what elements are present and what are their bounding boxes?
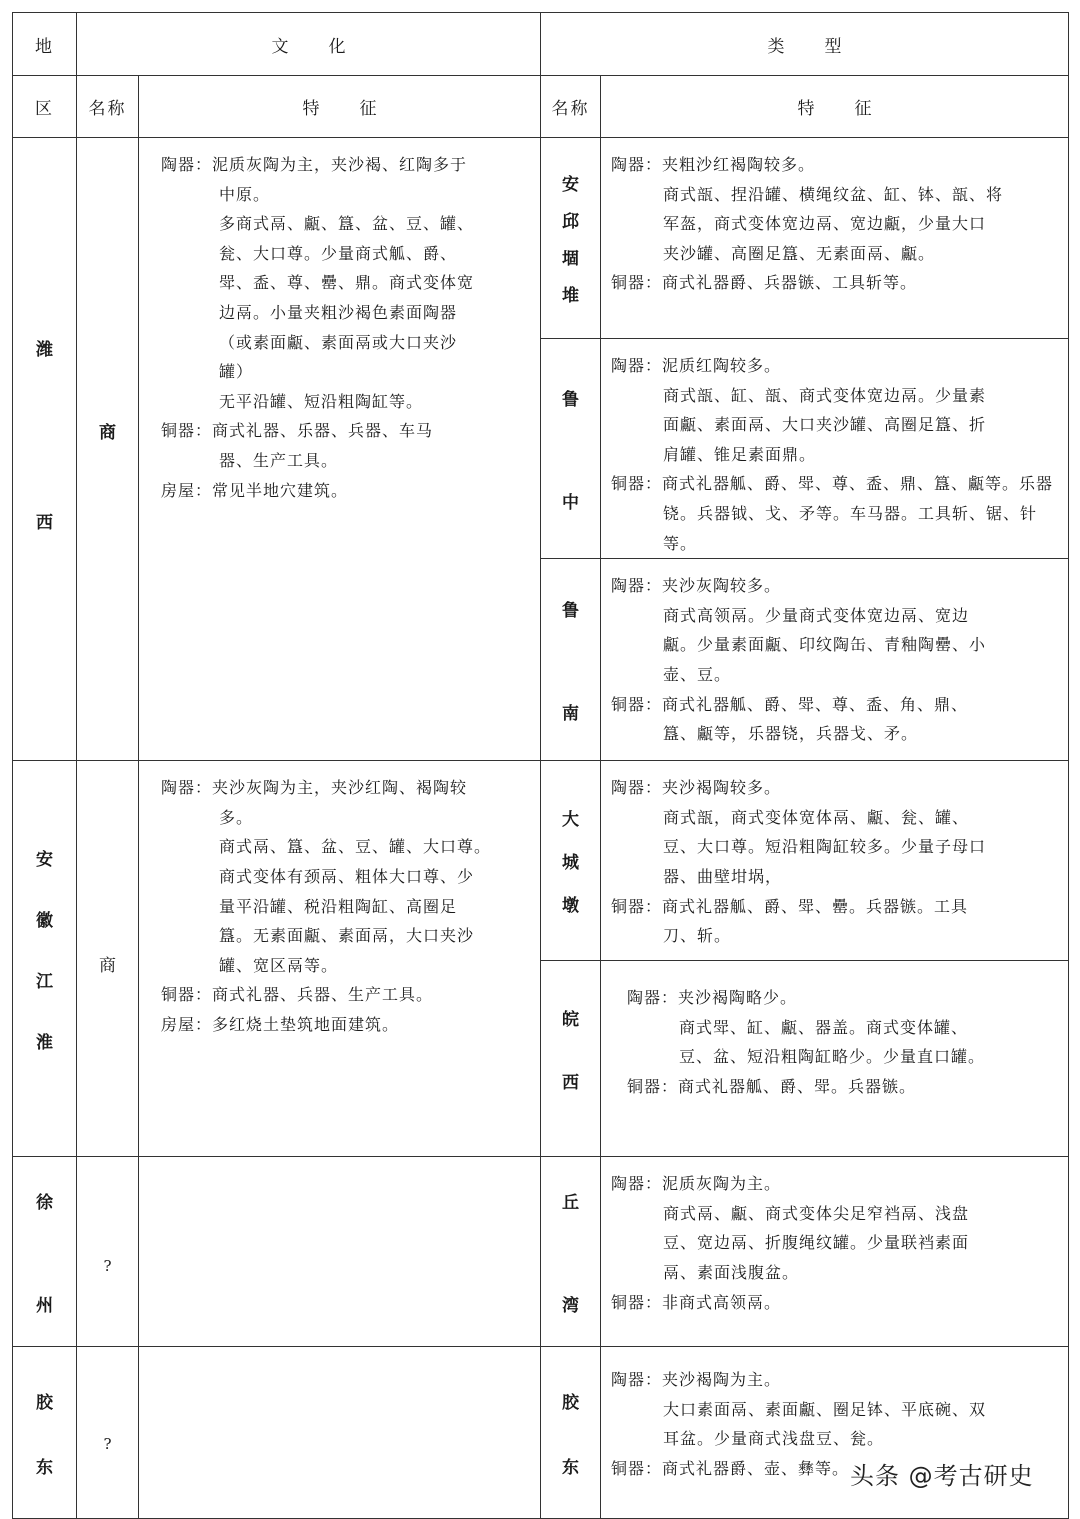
feature-line: 罐） xyxy=(219,362,254,382)
type-features xyxy=(601,138,1068,298)
type-name-cell xyxy=(541,761,601,961)
culture-name: 商 xyxy=(99,956,116,977)
type-name xyxy=(541,339,600,558)
feature-line: 商式变体有颈鬲、粗体大口尊、少 xyxy=(219,866,475,886)
type-name xyxy=(541,961,600,1156)
type-features xyxy=(601,339,1068,558)
header-culture-name: 名称 xyxy=(77,76,139,138)
vertical-char: 堌 xyxy=(562,249,579,269)
feature-category-line: 陶器：夹沙褐陶较多。 xyxy=(611,778,782,798)
feature-line: 刀、斩。 xyxy=(663,926,732,946)
feature-line: 器、生产工具。 xyxy=(219,450,339,470)
feature-line: 商式瓿、捏沿罐、横绳纹盆、缸、钵、瓿、将 xyxy=(663,184,1004,204)
vertical-char: 徽 xyxy=(36,910,53,931)
feature-category-line: 铜器：商式礼器、乐器、兵器、车马 xyxy=(161,421,434,441)
culture-name-cell xyxy=(77,1157,139,1347)
culture-name-cell xyxy=(77,138,139,761)
region-cell xyxy=(13,1157,77,1347)
type-name xyxy=(541,1347,600,1518)
vertical-char: 东 xyxy=(36,1457,53,1478)
vertical-char: 城 xyxy=(562,853,579,874)
feature-category-line: 陶器：夹沙灰陶较多。 xyxy=(611,576,782,596)
culture-features xyxy=(139,138,540,505)
culture-name: 商 xyxy=(99,423,116,443)
vertical-char: 鲁 xyxy=(562,600,579,621)
vertical-char: 堆 xyxy=(562,286,579,306)
vertical-char: 徐 xyxy=(36,1192,53,1213)
feature-category-line: 陶器：夹沙灰陶为主，夹沙红陶、褐陶较 xyxy=(161,778,468,798)
type-name-cell xyxy=(541,1157,601,1347)
feature-category-line: 铜器：商式礼器、兵器、生产工具。 xyxy=(161,985,434,1005)
feature-line: 夹沙罐、高圈足簋、无素面鬲、甗。 xyxy=(663,243,936,263)
feature-line: 商式瓿，商式变体宽体鬲、甗、瓮、罐、 xyxy=(663,807,970,827)
type-features-cell xyxy=(601,1347,1069,1519)
vertical-char: 墩 xyxy=(562,896,579,917)
vertical-char: 皖 xyxy=(562,1009,579,1030)
type-features-cell xyxy=(601,559,1069,761)
vertical-char: 丘 xyxy=(562,1192,579,1213)
vertical-char: 邱 xyxy=(562,212,579,232)
feature-category-line: 陶器：夹粗沙红褐陶较多。 xyxy=(611,155,816,174)
header-region-bottom: 区 xyxy=(13,76,77,138)
type-features-cell xyxy=(601,1157,1069,1347)
vertical-char: 江 xyxy=(36,971,53,992)
header-type: 类型 xyxy=(541,13,1069,76)
feature-line: 罐、宽区鬲等。 xyxy=(219,955,339,975)
vertical-char: 胶 xyxy=(562,1392,579,1413)
type-features xyxy=(601,559,1068,749)
feature-category-line: 铜器：商式礼器爵、壶、彝等。 xyxy=(611,1458,850,1478)
culture-name: ? xyxy=(103,1257,112,1276)
header-type-name: 名称 xyxy=(541,76,601,138)
feature-line: 商式瓿、缸、瓿、商式变体宽边鬲。少量素 xyxy=(663,385,987,405)
vertical-char: 安 xyxy=(562,175,579,195)
feature-line: 大口素面鬲、素面甗、圈足钵、平底碗、双 xyxy=(663,1399,987,1419)
feature-category-line: 陶器：泥质红陶较多。 xyxy=(611,356,782,375)
type-features xyxy=(601,961,1068,1101)
type-name-cell xyxy=(541,1347,601,1519)
feature-line: 商式高领鬲。少量商式变体宽边鬲、宽边 xyxy=(663,605,970,625)
feature-category-line: 铜器：商式礼器觚、爵、斝、罍。兵器镞。工具 xyxy=(611,896,969,916)
feature-category-line: 陶器：夹沙褐陶略少。 xyxy=(627,988,798,1008)
feature-category-line: 房屋：多红烧土垫筑地面建筑。 xyxy=(161,1014,400,1034)
vertical-char: 胶 xyxy=(36,1392,53,1413)
culture-name-cell xyxy=(77,1347,139,1519)
feature-category-line: 铜器：商式礼器觚、爵、斝、尊、盉、角、鼎、 xyxy=(611,694,969,714)
feature-category-line: 铜器：商式礼器爵、兵器镞、工具斩等。 xyxy=(611,273,918,293)
region-cell xyxy=(13,761,77,1157)
type-name xyxy=(541,761,600,960)
type-name-cell xyxy=(541,961,601,1157)
vertical-char: 大 xyxy=(562,810,579,831)
region-cell xyxy=(13,1347,77,1519)
type-name xyxy=(541,559,600,760)
vertical-char: 淮 xyxy=(36,1032,53,1053)
feature-line: 商式斝、缸、甗、器盖。商式变体罐、 xyxy=(679,1017,969,1037)
vertical-char: 西 xyxy=(562,1072,579,1093)
feature-line: 耳盆。少量商式浅盘豆、瓮。 xyxy=(663,1429,885,1449)
feature-line: 斝、盉、尊、罍、鼎。商式变体宽 xyxy=(219,273,475,293)
type-name-cell xyxy=(541,138,601,339)
feature-line: 肩罐、锥足素面鼎。 xyxy=(663,444,817,464)
feature-line: 多。 xyxy=(219,807,254,827)
type-features-cell xyxy=(601,761,1069,961)
region-name xyxy=(13,1157,76,1346)
watermark: 头条 @考古研史 xyxy=(850,1462,1034,1490)
feature-category-line: 陶器：泥质灰陶为主，夹沙褐、红陶多于 xyxy=(161,155,468,174)
type-features xyxy=(601,761,1068,951)
feature-line: 簋。无素面甗、素面鬲，大口夹沙 xyxy=(219,926,475,946)
vertical-char: 州 xyxy=(36,1295,53,1316)
vertical-char: 潍 xyxy=(36,340,53,361)
header-culture-features: 特征 xyxy=(139,76,541,138)
culture-features xyxy=(139,761,540,1039)
type-features-cell xyxy=(601,961,1069,1157)
culture-features-cell xyxy=(139,761,541,1157)
feature-line: 豆、盆、短沿粗陶缸略少。少量直口罐。 xyxy=(679,1047,986,1067)
feature-line: 面甗、素面鬲、大口夹沙罐、高圈足簋、折 xyxy=(663,415,987,435)
type-features-cell xyxy=(601,138,1069,339)
culture-features-cell xyxy=(139,1157,541,1347)
feature-line: 鬲、素面浅腹盆。 xyxy=(663,1262,800,1282)
vertical-char: 安 xyxy=(36,849,53,870)
feature-line: 瓮、大口尊。少量商式觚、爵、 xyxy=(219,243,458,263)
vertical-char: 湾 xyxy=(562,1295,579,1316)
feature-category-line: 陶器：夹沙褐陶为主。 xyxy=(611,1370,782,1390)
feature-line: 多商式鬲、甗、簋、盆、豆、罐、 xyxy=(219,214,475,234)
feature-line: 商式鬲、甗、商式变体尖足窄裆鬲、浅盘 xyxy=(663,1203,970,1223)
feature-category-line: 房屋：常见半地穴建筑。 xyxy=(161,480,349,500)
culture-features-cell xyxy=(139,138,541,761)
feature-category-line: 陶器：泥质灰陶为主。 xyxy=(611,1174,782,1194)
region-cell xyxy=(13,138,77,761)
feature-line: 豆、宽边鬲、折腹绳纹罐。少量联裆素面 xyxy=(663,1233,970,1253)
culture-name: ? xyxy=(103,1435,112,1454)
feature-line: 簋、甗等，乐器铙，兵器戈、矛。 xyxy=(663,724,919,744)
type-name-cell xyxy=(541,339,601,559)
feature-line: 商式鬲、簋、盆、豆、罐、大口尊。 xyxy=(219,837,492,857)
type-features-cell xyxy=(601,339,1069,559)
region-name xyxy=(13,1347,76,1518)
feature-category-line: 铜器：商式礼器觚、爵、斝。兵器镞。 xyxy=(627,1076,917,1096)
feature-category-line: 铜器：商式礼器觚、爵、斝、尊、盉、鼎、簋、甗等。乐器 xyxy=(611,474,1054,494)
vertical-char: 鲁 xyxy=(562,389,579,410)
header-culture: 文化 xyxy=(77,13,541,76)
vertical-char: 东 xyxy=(562,1457,579,1478)
feature-line: 无平沿罐、短沿粗陶缸等。 xyxy=(219,391,424,411)
type-name xyxy=(541,138,600,338)
vertical-char: 西 xyxy=(36,513,53,534)
culture-type-table xyxy=(12,12,1069,1519)
type-name xyxy=(541,1157,600,1346)
feature-line: （或素面甗、素面鬲或大口夹沙 xyxy=(219,332,458,352)
region-name xyxy=(13,138,76,760)
region-name xyxy=(13,761,76,1156)
vertical-char: 南 xyxy=(562,703,579,724)
culture-name-cell xyxy=(77,761,139,1157)
feature-line: 中原。 xyxy=(219,184,271,204)
type-name-cell xyxy=(541,559,601,761)
feature-line: 铙。兵器钺、戈、矛等。车马器。工具斩、锯、针等。 xyxy=(663,503,1038,553)
feature-line: 量平沿罐、税沿粗陶缸、高圈足 xyxy=(219,896,458,916)
feature-line: 壶、豆。 xyxy=(663,664,732,684)
type-features xyxy=(601,1157,1068,1317)
feature-line: 豆、大口尊。短沿粗陶缸较多。少量子母口 xyxy=(663,837,987,857)
culture-features-cell xyxy=(139,1347,541,1519)
header-type-features: 特征 xyxy=(601,76,1069,138)
feature-line: 甗。少量素面甗、印纹陶缶、青釉陶罍、小 xyxy=(663,635,987,655)
header-region-top: 地 xyxy=(13,13,77,76)
feature-line: 军盔，商式变体宽边鬲、宽边甗，少量大口 xyxy=(663,214,987,234)
vertical-char: 中 xyxy=(562,492,579,513)
feature-line: 边鬲。小量夹粗沙褐色素面陶器 xyxy=(219,302,458,322)
feature-category-line: 铜器：非商式高领鬲。 xyxy=(611,1292,782,1312)
feature-line: 器、曲壁坩埚， xyxy=(663,866,783,886)
